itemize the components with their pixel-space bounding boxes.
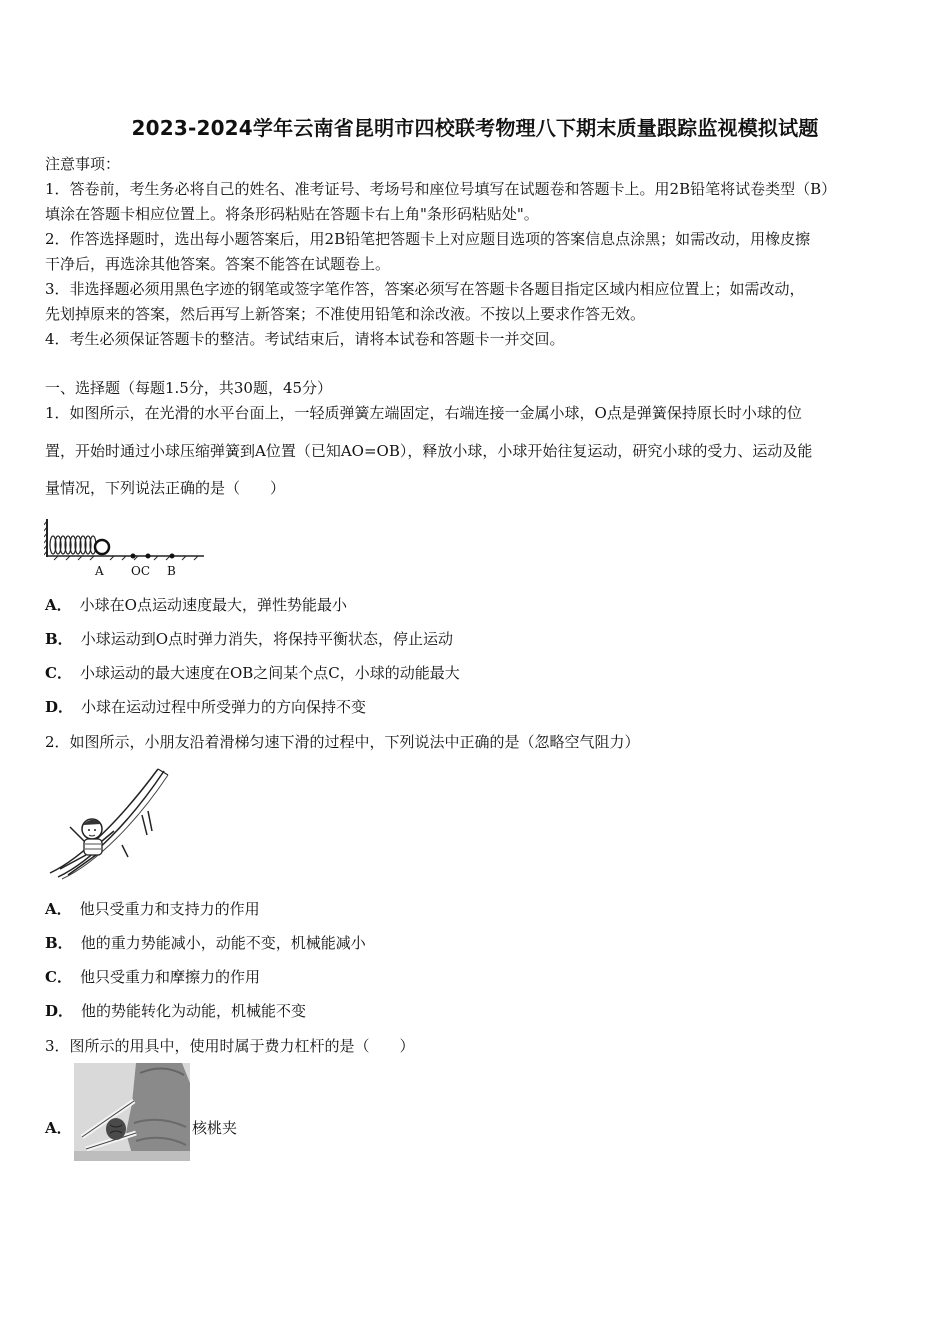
question-1-option-b [45, 628, 453, 649]
option-key: A． [45, 1119, 72, 1137]
question-1-stem-line: 1．如图所示，在光滑的水平台面上，一轻质弹簧左端固定，右端连接一金属小球，O点是弹簧保持原长时小球的位 [45, 404, 802, 422]
question-2-option-b [45, 932, 366, 953]
point-a-label: A [95, 564, 104, 578]
option-key: B． [45, 630, 73, 648]
notice-line: 干净后，再选涂其他答案。答案不能答在试题卷上。 [45, 255, 391, 273]
option-key: C． [45, 968, 72, 986]
option-text: 他只受重力和支持力的作用 [79, 900, 260, 918]
question-1-option-d [45, 696, 366, 717]
question-2-option-d [45, 1000, 306, 1021]
option-text: 他的势能转化为动能，机械能不变 [81, 1002, 307, 1020]
notice-line: 4．考生必须保证答题卡的整洁。考试结束后，请将本试卷和答题卡一并交回。 [45, 330, 565, 348]
spring-ball-figure [44, 515, 214, 581]
question-2-option-c [45, 966, 260, 987]
notice-line: 1．答卷前，考生务必将自己的姓名、准考证号、考场号和座位号填写在试题卷和答题卡上。用2B铅笔将试卷类型（B） [45, 180, 837, 198]
section-heading: 一、选择题（每题1.5分，共30题，45分） [45, 379, 333, 397]
point-b-label: B [167, 564, 176, 578]
question-1-option-c [45, 662, 460, 683]
option-text: 他只受重力和摩擦力的作用 [79, 968, 260, 986]
page-title: 2023-2024学年云南省昆明市四校联考物理八下期末质量跟踪监视模拟试题 [131, 116, 819, 140]
option-key: D． [45, 698, 74, 716]
option-key: A． [45, 900, 72, 918]
notice-line: 先划掉原来的答案，然后再写上新答案；不准使用铅笔和涂改液。不按以上要求作答无效。 [45, 305, 646, 323]
question-1-option-a [45, 594, 347, 615]
option-text: 小球运动的最大速度在OB之间某个点C，小球的动能最大 [79, 664, 460, 682]
walnut-cracker-photo [74, 1063, 190, 1161]
question-1-stem-line: 置，开始时通过小球压缩弹簧到A位置（已知AO=OB），释放小球，小球开始往复运动，研究小球的受力、运动及能 [45, 442, 813, 460]
question-3-stem: 3．图所示的用具中，使用时属于费力杠杆的是（ ） [45, 1037, 415, 1055]
option-text: 小球运动到O点时弹力消失，将保持平衡状态，停止运动 [80, 630, 453, 648]
slide-child-figure [44, 765, 174, 883]
question-3-option-a-text: 核桃夹 [192, 1119, 238, 1137]
option-text: 小球在运动过程中所受弹力的方向保持不变 [81, 698, 367, 716]
notice-line: 2．作答选择题时，选出每小题答案后，用2B铅笔把答题卡上对应题目选项的答案信息点涂黑；如需改动，用橡皮擦 [45, 230, 811, 248]
option-key: C． [45, 664, 72, 682]
notice-line: 填涂在答题卡相应位置上。将条形码粘贴在答题卡右上角"条形码粘贴处"。 [45, 205, 539, 223]
option-text: 他的重力势能减小，动能不变，机械能减小 [80, 934, 366, 952]
option-key: A． [45, 596, 72, 614]
option-key: B． [45, 934, 73, 952]
question-2-stem: 2．如图所示，小朋友沿着滑梯匀速下滑的过程中，下列说法中正确的是（忽略空气阻力） [45, 733, 640, 751]
question-1-stem-line: 量情况，下列说法正确的是（ ） [45, 479, 286, 497]
point-oc-label: OC [131, 564, 151, 578]
notice-line: 3．非选择题必须用黑色字迹的钢笔或签字笔作答，答案必须写在答题卡各题目指定区域内相应位置上；如需改动， [45, 280, 805, 298]
question-2-option-a [45, 898, 260, 919]
option-text: 小球在O点运动速度最大，弹性势能最小 [79, 596, 347, 614]
notice-heading: 注意事项： [45, 155, 121, 173]
option-key: D． [45, 1002, 74, 1020]
